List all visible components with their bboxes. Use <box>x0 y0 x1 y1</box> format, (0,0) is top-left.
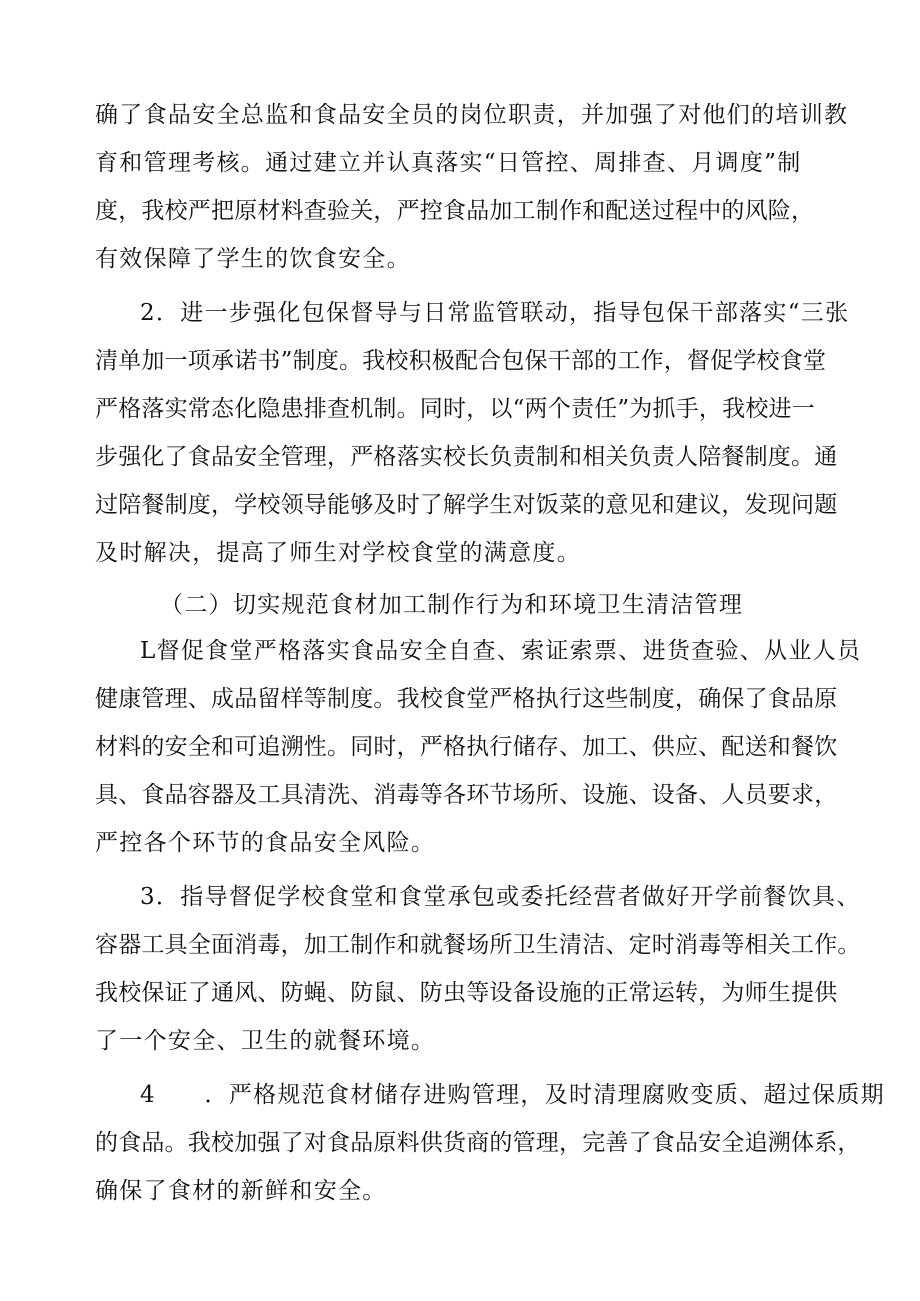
section-heading: （二）切实规范食材加工制作行为和环境卫生清洁管理 <box>160 592 744 618</box>
paragraph-3-line-1: L督促食堂严格落实食品安全自查、索证索票、进货查验、从业人员 <box>140 638 862 664</box>
paragraph-5-line-1: 4 ．严格规范食材储存进购管理，及时清理腐败变质、超过保质期 <box>140 1082 885 1108</box>
paragraph-2-line-4: 步强化了食品安全管理，严格落实校长负责制和相关负责人陪餐制度。通 <box>95 444 838 470</box>
text-line-3: 度，我校严把原材料查验关，严控食品加工制作和配送过程中的风险， <box>95 198 815 224</box>
paragraph-3-line-4: 具、食品容器及工具清洗、消毒等各环节场所、设施、设备、人员要求， <box>95 782 838 808</box>
text-line-1: 确了食品安全总监和食品安全员的岗位职责，并加强了对他们的培训教 <box>95 102 849 128</box>
paragraph-5-line-2: 的食品。我校加强了对食品原料供货商的管理，完善了食品安全追溯体系， <box>95 1130 861 1156</box>
text-line-2: 育和管理考核。通过建立并认真落实“日管控、周排查、月调度”制 <box>95 150 802 176</box>
paragraph-4-line-3: 我校保证了通风、防蝇、防鼠、防虫等设备设施的正常运转，为师生提供 <box>95 980 838 1006</box>
paragraph-5-line-3: 确保了食材的新鲜和安全。 <box>95 1178 387 1204</box>
paragraph-4-line-2: 容器工具全面消毒，加工制作和就餐场所卫生清洁、定时消毒等相关工作。 <box>95 932 861 958</box>
paragraph-3-line-5: 严控各个环节的食品安全风险。 <box>95 830 436 856</box>
paragraph-2-line-2: 清单加一项承诺书”制度。我校积极配合包保干部的工作，督促学校食堂 <box>95 348 827 374</box>
paragraph-2-line-1: 2．进一步强化包保督导与日常监管联动，指导包保干部落实“三张 <box>140 300 850 326</box>
text-line-4: 有效保障了学生的饮食安全。 <box>95 246 411 272</box>
paragraph-3-line-3: 材料的安全和可追溯性。同时，严格执行储存、加工、供应、配送和餐饮 <box>95 734 838 760</box>
paragraph-4-line-4: 了一个安全、卫生的就餐环境。 <box>95 1028 436 1054</box>
paragraph-2-line-6: 及时解决，提高了师生对学校食堂的满意度。 <box>95 540 581 566</box>
paragraph-4-line-1: 3．指导督促学校食堂和食堂承包或委托经营者做好开学前餐饮具、 <box>140 884 861 910</box>
paragraph-2-line-3: 严格落实常态化隐患排查机制。同时，以“两个责任”为抓手，我校进一 <box>95 396 815 422</box>
paragraph-2-line-5: 过陪餐制度，学校领导能够及时了解学生对饭菜的意见和建议，发现问题 <box>95 492 838 518</box>
paragraph-3-line-2: 健康管理、成品留样等制度。我校食堂严格执行这些制度，确保了食品原 <box>95 686 838 712</box>
